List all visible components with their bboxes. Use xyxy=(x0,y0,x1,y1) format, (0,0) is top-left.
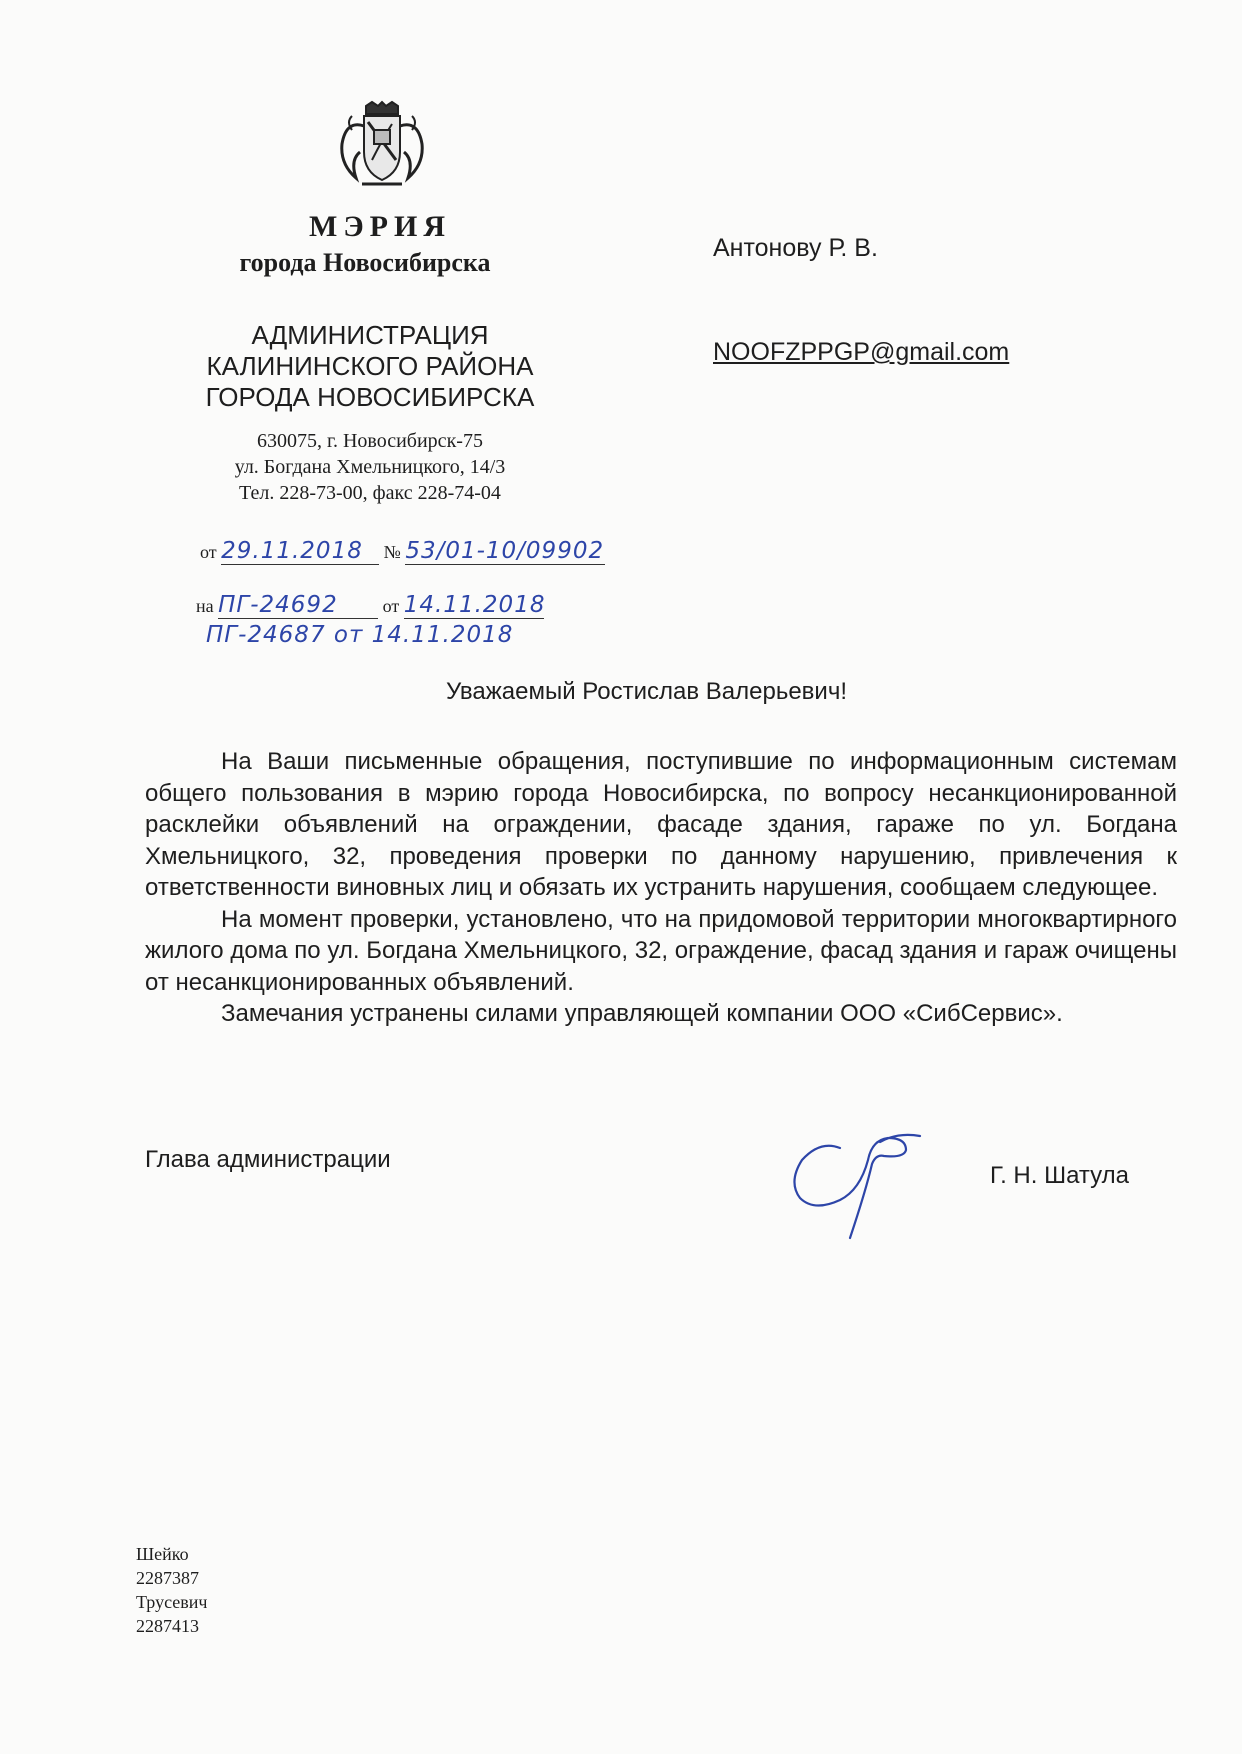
paragraph: Замечания устранены силами управляющей компании ООО «СибСервис». xyxy=(221,1000,1063,1027)
greeting: Уважаемый Ростислав Валерьевич! xyxy=(446,678,848,705)
paragraph: На момент проверки, установлено, что на придомовой территории многоквартирного жилого дома по ул. Богдана Хмельницкого, 32, ограждение, фасад здания и гараж очищены от несанкционированных объявлений. xyxy=(145,905,1177,996)
number-label: № xyxy=(383,542,401,562)
signer-position: Глава администрации xyxy=(145,1146,391,1173)
signer-name: Г. Н. Шатула xyxy=(990,1162,1129,1189)
contact-line: Шейко xyxy=(136,1544,189,1564)
ref-from-label: от xyxy=(382,596,400,616)
reference-line xyxy=(196,592,544,619)
from-label: от xyxy=(200,542,217,562)
address-line: 630075, г. Новосибирск-75 xyxy=(257,430,483,452)
contact-line: 2287413 xyxy=(136,1616,199,1636)
registration-number: 53/01-10/09902 xyxy=(405,538,605,564)
registration-date-number xyxy=(200,538,605,565)
contact-line: Трусевич xyxy=(136,1592,208,1612)
contact-line: 2287387 xyxy=(136,1568,199,1588)
coat-of-arms-emblem xyxy=(332,100,432,192)
handwritten-signature xyxy=(780,1120,950,1250)
paragraph: На Ваши письменные обращения, поступившие по информационным системам общего пользования в мэрию города Новосибирска, по вопросу несанкционированной расклейки объявлений на ограждении, фасаде здания, гараже по ул. Богдана Хмельницкого, 32, проведения проверки по данному нарушению, привлечения к ответственности виновных лиц и обязать их устранить нарушения, сообщаем следующее. xyxy=(145,748,1177,901)
reference-date: 14.11.2018 xyxy=(403,592,546,618)
meriya-title: МЭРИЯ xyxy=(309,210,451,243)
recipient-name: Антонову Р. В. xyxy=(713,234,878,262)
admin-line: АДМИНИСТРАЦИЯ xyxy=(251,320,489,350)
letter-body xyxy=(145,746,1177,1030)
registration-date: 29.11.2018 xyxy=(221,538,379,565)
recipient-email: NOOFZPPGP@gmail.com xyxy=(713,338,1010,366)
administration-name xyxy=(165,320,575,413)
administration-address xyxy=(165,428,575,506)
admin-line: КАЛИНИНСКОГО РАЙОНА xyxy=(206,351,534,381)
address-line: Тел. 228-73-00, факс 228-74-04 xyxy=(239,482,501,504)
to-label: на xyxy=(196,596,214,616)
executor-contacts xyxy=(136,1542,207,1638)
reference-number: ПГ-24692 xyxy=(218,592,378,619)
city-title: города Новосибирска xyxy=(239,248,491,277)
admin-line: ГОРОДА НОВОСИБИРСКА xyxy=(205,382,535,412)
reference-line-2: ПГ-24687 от 14.11.2018 xyxy=(206,622,514,648)
address-line: ул. Богдана Хмельницкого, 14/3 xyxy=(234,456,506,478)
